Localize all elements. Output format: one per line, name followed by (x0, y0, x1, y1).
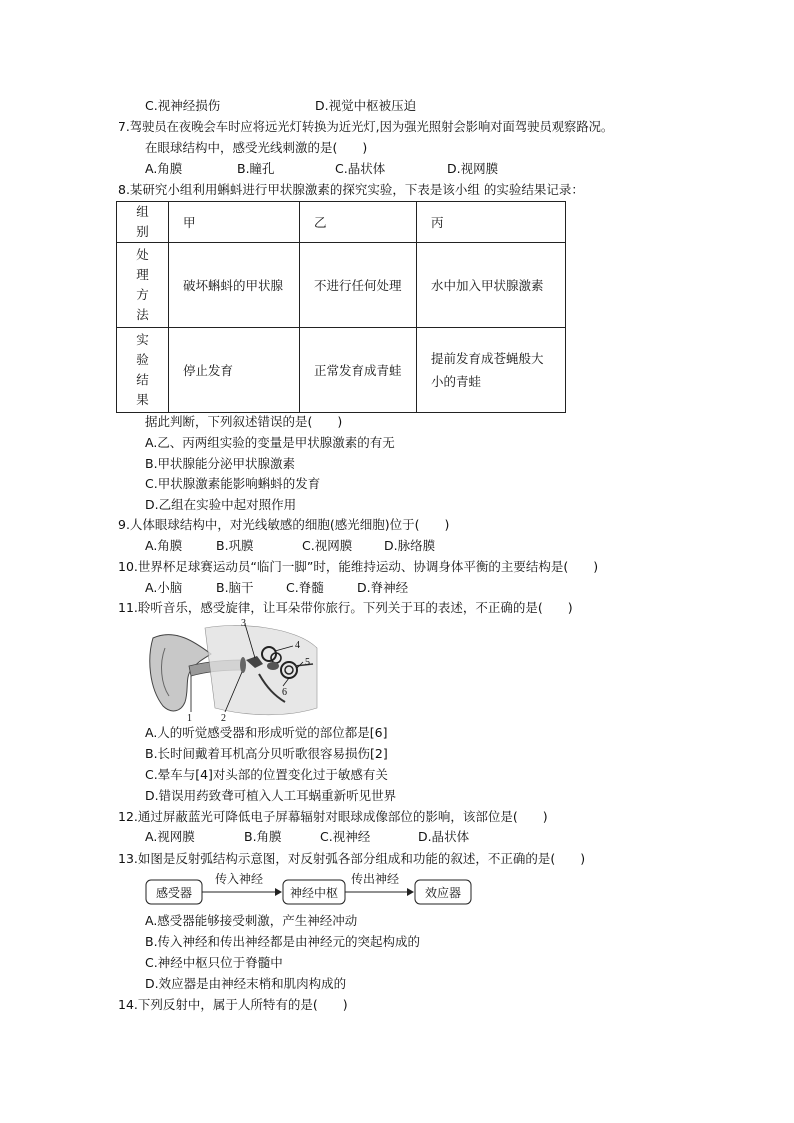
q13-option-b: B.传入神经和传出神经都是由神经元的突起构成的 (145, 934, 421, 949)
q11-stem: 11.聆听音乐，感受旋律，让耳朵带你旅行。下列关于耳的表述，不正确的是( ) (118, 600, 573, 615)
table-cell: 丙 (417, 202, 566, 243)
q7-option-c: C.晶状体 (335, 161, 386, 176)
q11-option-a: A.人的听觉感受器和形成听觉的部位都是[6] (145, 725, 388, 740)
q11-option-b: B.长时间戴着耳机高分贝听歌很容易损伤[2] (145, 746, 388, 761)
q13-option-c: C.神经中枢只位于脊髓中 (145, 955, 283, 970)
table-cell: 破坏蝌蚪的甲状腺 (169, 243, 300, 328)
vestibule-shape (267, 662, 279, 670)
q12-stem: 12.通过屏蔽蓝光可降低电子屏幕辐射对眼球成像部位的影响，该部位是( ) (118, 809, 548, 824)
q7-option-d: D.视网膜 (447, 161, 499, 176)
receptor-label: 感受器 (155, 886, 193, 900)
reflex-arc-diagram (145, 872, 475, 906)
row-header-result: 实 验 结 果 (117, 328, 169, 413)
q13-option-d: D.效应器是由神经末梢和肌肉构成的 (145, 976, 347, 991)
table-cell: 正常发育成青蛙 (300, 328, 417, 413)
table-cell: 停止发育 (169, 328, 300, 413)
table-row (117, 243, 566, 328)
ear-label-1: 1 (187, 713, 192, 722)
effector-label: 效应器 (424, 886, 462, 900)
q9-option-a: A.角膜 (145, 538, 183, 553)
table-cell: 乙 (300, 202, 417, 243)
table-cell: 提前发育成苍蝇般大小的青蛙 (417, 328, 566, 413)
ear-label-5: 5 (305, 657, 310, 668)
q14-stem: 14.下列反射中，属于人所特有的是( ) (118, 997, 348, 1012)
q11-option-d: D.错误用药致聋可植入人工耳蜗重新听见世界 (145, 788, 397, 803)
ear-label-6: 6 (282, 687, 287, 698)
q7-option-b: B.瞳孔 (237, 161, 275, 176)
q6-option-d: D.视觉中枢被压迫 (315, 98, 417, 113)
q7-stem-line2: 在眼球结构中，感受光线刺激的是( ) (145, 140, 368, 155)
table-row (117, 202, 566, 243)
q10-option-a: A.小脑 (145, 580, 183, 595)
q8-option-c: C.甲状腺激素能影响蝌蚪的发育 (145, 476, 321, 491)
table-cell: 甲 (169, 202, 300, 243)
q12-option-b: B.角膜 (244, 829, 282, 844)
ear-structure-diagram (145, 618, 325, 722)
row-header-method: 处 理 方 法 (117, 243, 169, 328)
afferent-arrowhead (275, 888, 282, 896)
q7-stem: 7.驾驶员在夜晚会车时应将远光灯转换为近光灯,因为强光照射会影响对面驾驶员观察路况。 (118, 120, 614, 134)
q8-option-d: D.乙组在实验中起对照作用 (145, 497, 297, 512)
row-header-group: 组 别 (117, 202, 169, 243)
table-cell: 不进行任何处理 (300, 243, 417, 328)
ear-label-4: 4 (295, 640, 300, 651)
q9-option-c: C.视网膜 (302, 538, 353, 553)
q10-option-d: D.脊神经 (357, 580, 409, 595)
q12-option-d: D.晶状体 (418, 829, 470, 844)
q13-option-a: A.感受器能够接受刺激，产生神经冲动 (145, 913, 358, 928)
q10-option-b: B.脑干 (216, 580, 254, 595)
afferent-label: 传入神经 (214, 872, 264, 886)
experiment-table (116, 201, 566, 413)
efferent-arrowhead (407, 888, 414, 896)
table-cell: 水中加入甲状腺激素 (417, 243, 566, 328)
q10-stem: 10.世界杯足球赛运动员“临门一脚”时，能维持运动、协调身体平衡的主要结构是( ) (118, 559, 599, 574)
eardrum-shape (240, 657, 246, 673)
q6-option-c: C.视神经损伤 (145, 98, 221, 113)
q8-followup: 据此判断，下列叙述错误的是( ) (145, 414, 343, 429)
q9-stem: 9.人体眼球结构中，对光线敏感的细胞(感光细胞)位于( ) (118, 517, 450, 532)
q12-option-c: C.视神经 (320, 829, 371, 844)
q11-option-c: C.晕车与[4]对头部的位置变化过于敏感有关 (145, 767, 388, 782)
q12-option-a: A.视网膜 (145, 829, 195, 844)
q10-option-c: C.脊髓 (286, 580, 324, 595)
ear-label-2: 2 (221, 713, 226, 722)
table-row (117, 328, 566, 413)
q8-option-a: A.乙、丙两组实验的变量是甲状腺激素的有无 (145, 435, 395, 450)
ear-label-3: 3 (241, 618, 246, 629)
q9-option-b: B.巩膜 (216, 538, 254, 553)
efferent-label: 传出神经 (350, 872, 400, 886)
center-label: 神经中枢 (289, 886, 339, 900)
q8-stem: 8.某研究小组利用蝌蚪进行甲状腺激素的探究实验，下表是该小组 的实验结果记录： (118, 182, 584, 197)
skull-region (205, 625, 317, 714)
q8-option-b: B.甲状腺能分泌甲状腺激素 (145, 456, 296, 471)
q7-option-a: A.角膜 (145, 161, 183, 176)
q9-option-d: D.脉络膜 (384, 538, 436, 553)
q13-stem: 13.如图是反射弧结构示意图，对反射弧各部分组成和功能的叙述，不正确的是( ) (118, 851, 586, 866)
